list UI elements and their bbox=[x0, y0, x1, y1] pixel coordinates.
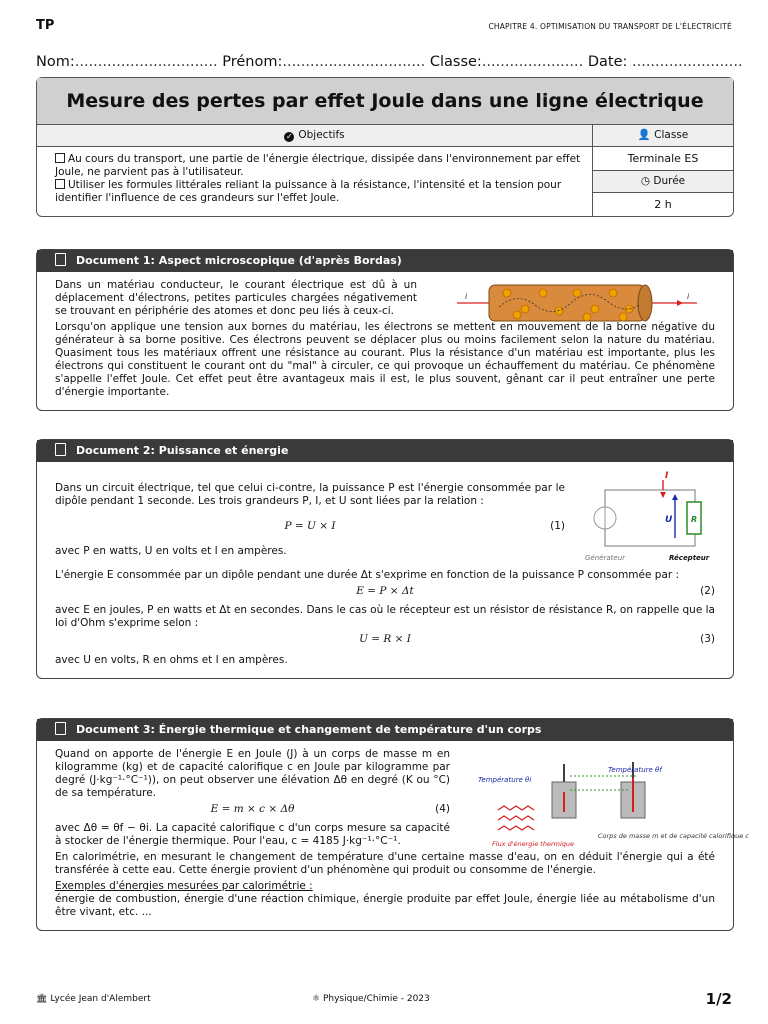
equation-3: U = R × I (3) bbox=[359, 633, 715, 645]
user-icon: 👤 bbox=[637, 129, 651, 141]
svg-text:Température θf: Température θf bbox=[608, 766, 662, 774]
duree-header: ◷ Durée bbox=[593, 171, 733, 193]
equation-1: P = U × I (1) bbox=[284, 520, 565, 532]
doc1-paragraph: Dans un matériau conducteur, le courant électrique est dû à un déplacement d'électrons, petites particules chargées négativement se trouvant en périphérie des atomes et donc peu liés à ceux-ci. bbox=[55, 279, 417, 317]
document-2 bbox=[36, 439, 734, 679]
doc3-paragraph: avec Δθ = θf − θi. La capacité calorifique c d'un corps mesure sa capacité à stocker de l'énergie thermique. Pour l'eau, c = 4185 J·kg⁻¹·°C⁻¹. bbox=[55, 822, 450, 847]
file-icon bbox=[55, 722, 66, 735]
current-label-right: i bbox=[687, 292, 690, 301]
document-3 bbox=[36, 718, 749, 931]
document-3-header: Document 3: Énergie thermique et changement de température d'un corps bbox=[37, 719, 733, 741]
document-2-header: Document 2: Puissance et énergie bbox=[37, 440, 733, 462]
circuit-figure bbox=[565, 471, 715, 562]
prenom-label: Prénom: bbox=[222, 54, 283, 70]
tp-label: TP bbox=[36, 18, 55, 33]
equation-4: E = m × c × Δθ (4) bbox=[210, 803, 450, 815]
doc1-paragraph: Lorsqu'on applique une tension aux bornes du matériau, les électrons se mettent en mouvement de la borne négative du générateur à sa borne positive. Ces électrons peuvent se déplacer plus ou moins facilement selon la nature du matériau. Quasiment tous les matériaux offrent une résistance au courant. Plus la résistance d'un matériau est importante, plus les électrons qui constituent le courant ont du "mal" à circuler, ce qui provoque un échauffement du matériau. Ce phénomène s'appelle l'effet Joule. Cet effet peut être avantageux mais il est, le plus souvent, gênant car il peut entraîner une perte d'énergie importante. bbox=[55, 321, 715, 398]
svg-text:Récepteur: Récepteur bbox=[669, 554, 710, 562]
conductor-figure bbox=[417, 279, 715, 321]
svg-text:R: R bbox=[691, 515, 698, 524]
file-icon bbox=[55, 443, 66, 456]
doc2-paragraph: avec E en joules, P en watts et Δt en secondes. Dans le cas où le récepteur est un résistor de résistance R, on rappelle que la loi d'Ohm s'exprime selon : bbox=[55, 604, 715, 629]
school-icon: 🏛 bbox=[36, 994, 48, 1004]
identity-line: Nom:............................... Prénom:............................... Classe:...................... Date: ........................ bbox=[36, 54, 743, 70]
svg-text:Flux d'énergie thermique: Flux d'énergie thermique bbox=[492, 840, 574, 848]
svg-text:Température θi: Température θi bbox=[478, 776, 532, 784]
objectif-item: Utiliser les formules littérales reliant la puissance à la résistance, l'intensité et la tension pour identifier l'influence de ces grandeurs sur l'effet Joule. bbox=[55, 179, 562, 204]
footer-subject: ⚛ Physique/Chimie - 2023 bbox=[312, 994, 430, 1004]
doc3-paragraph: énergie de combustion, énergie d'une réaction chimique, énergie produite par effet Joule, énergie liée au métabolisme d'un être vivant, etc. ... bbox=[55, 893, 715, 918]
doc3-paragraph: En calorimétrie, en mesurant le changement de température d'une certaine masse d'eau, on en déduit l'énergie qui a été transférée à cette eau. Cette énergie provient d'un phénomène qui produit ou consomme de l'énergie. bbox=[55, 851, 715, 876]
doc2-paragraph: Dans un circuit électrique, tel que celui ci-contre, la puissance P est l'énergie consommée par le dipôle pendant 1 seconde. Les trois grandeurs P, I, et U sont liées par la relation : bbox=[55, 482, 565, 507]
checkbox-icon bbox=[55, 153, 65, 163]
objectifs-header: ✓ Objectifs bbox=[37, 125, 592, 147]
document-1 bbox=[36, 249, 734, 411]
classe-value: Terminale ES bbox=[593, 147, 733, 171]
clock-icon: ◷ bbox=[640, 175, 651, 187]
doc2-paragraph: L'énergie E consommée par un dipôle pendant une durée Δt s'exprime en fonction de la puissance P consommée par : bbox=[55, 569, 680, 581]
page-number: 1/2 bbox=[705, 990, 732, 1008]
current-label-left: i bbox=[465, 292, 468, 301]
svg-text:Corps de masse m et de capacit: Corps de masse m et de capacité calorifique c bbox=[598, 832, 749, 840]
equation-2: E = P × Δt (2) bbox=[356, 585, 715, 597]
date-label: Date: bbox=[587, 54, 628, 70]
svg-text:I: I bbox=[665, 471, 669, 481]
doc3-paragraph: Quand on apporte de l'énergie E en Joule (J) à un corps de masse m en kilogramme (kg) et de capacité calorifique c en Joule par kilogramme par degré (J·kg⁻¹·°C⁻¹)), on peut observer une élévation Δθ en degré (K ou °C) de sa température. bbox=[55, 748, 450, 799]
check-circle-icon: ✓ bbox=[286, 132, 293, 141]
objectifs-list bbox=[37, 147, 592, 211]
svg-text:U: U bbox=[665, 515, 673, 525]
doc3-examples-heading: Exemples d'énergies mesurées par calorimétrie : bbox=[55, 880, 313, 892]
classe-label: Classe: bbox=[429, 54, 482, 70]
duree-value: 2 h bbox=[654, 198, 672, 211]
calorimetry-figure bbox=[450, 748, 749, 851]
page-title: Mesure des pertes par effet Joule dans une ligne électrique bbox=[37, 78, 733, 125]
doc2-paragraph: avec P en watts, U en volts et I en ampères. bbox=[55, 545, 287, 557]
document-1-header: Document 1: Aspect microscopique (d'après Bordas) bbox=[37, 250, 733, 272]
nom-label: Nom: bbox=[36, 54, 75, 70]
file-icon bbox=[55, 253, 66, 266]
classe-header: 👤 Classe bbox=[593, 125, 733, 147]
objectif-item: Au cours du transport, une partie de l'énergie électrique, dissipée dans l'environnement par effet Joule, ne parvient pas à l'utilisateur. bbox=[55, 153, 581, 178]
footer-school: 🏛 Lycée Jean d'Alembert bbox=[36, 994, 151, 1004]
svg-text:Générateur: Générateur bbox=[585, 554, 626, 562]
doc2-paragraph: avec U en volts, R en ohms et I en ampères. bbox=[55, 654, 288, 666]
checkbox-icon bbox=[55, 179, 65, 189]
atom-icon: ⚛ bbox=[312, 994, 321, 1004]
title-table bbox=[36, 77, 734, 217]
chapter-header: CHAPITRE 4. OPTIMISATION DU TRANSPORT DE L'ÉLECTRICITÉ bbox=[488, 22, 732, 31]
